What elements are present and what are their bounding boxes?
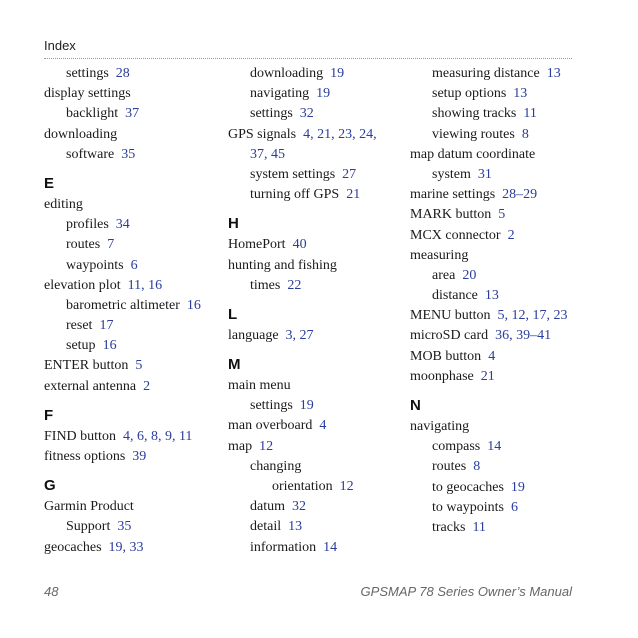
page-link[interactable]: , 9 [158,429,172,444]
page-references [118,106,139,121]
index-entry [228,256,403,276]
page-link[interactable]: 21 [346,187,361,203]
index-entry [44,276,219,296]
index-term: man overboard [228,418,313,434]
page-references [124,258,138,273]
index-subentry [228,64,403,84]
index-term: HomePort [228,237,286,253]
index-section-letter: N [410,397,421,414]
index-column-1 [44,64,219,558]
index-subentry [44,517,219,537]
index-entry [410,226,585,246]
index-subentry [228,84,403,104]
index-term: external antenna [44,378,137,394]
index-entry [44,427,219,447]
index-entry [410,145,585,165]
page-link[interactable]: 16 [186,297,201,313]
index-term: measuring distance [432,66,540,81]
index-term: map datum coordinate [410,146,536,162]
page-references [279,328,314,343]
index-term: elevation plot [44,277,121,293]
index-term: language [228,327,279,343]
index-subentry [44,336,219,356]
page-references [333,479,354,494]
page-references [309,86,330,101]
page-references [339,187,360,202]
page-references [495,187,537,202]
index-term: Garmin Product [44,499,134,515]
index-entry [410,306,585,326]
index-term: detail [250,519,282,535]
index-subentry [410,518,585,538]
page-link[interactable]: 5 [498,207,506,223]
page-link[interactable]: , 16 [141,278,162,293]
index-term: compass [432,439,481,455]
page-link[interactable]: 19 [316,86,331,102]
index-term: backlight [66,106,119,122]
page-references [96,338,117,353]
page-link[interactable]: 14 [323,539,338,555]
page-link[interactable]: 6 [510,499,518,515]
index-term: times [250,277,281,293]
index-entry [410,417,585,437]
index-term: reset [66,318,93,334]
page-references [465,520,485,535]
index-entry [410,347,585,367]
page-link[interactable]: , 27 [293,328,314,343]
page-references [116,429,192,444]
index-subentry [228,497,403,517]
page-references [516,106,536,121]
index-section-letter: E [44,174,55,192]
index-term: navigating [250,86,310,102]
page-link[interactable]: 5 [135,358,143,374]
index-subentry [410,125,585,145]
index-subentry [228,185,403,205]
index-term: to geocaches [432,479,504,495]
page-link[interactable]: 27 [342,166,357,182]
index-term: downloading [250,66,324,81]
page-link[interactable]: , 17 [526,308,547,323]
index-entry [228,416,403,436]
index-entry [228,235,403,255]
index-term: GPS signals [228,126,297,142]
page-references [501,228,515,243]
index-term: waypoints [66,257,124,273]
page-link[interactable]: , 39–41 [509,328,551,343]
page-link[interactable]: 28–29 [502,187,538,203]
index-term: moonphase [410,368,474,384]
page-link[interactable]: 3 [285,327,293,343]
index-subentry [410,84,585,104]
index-term: fitness options [44,449,126,464]
page-references [335,167,356,182]
index-term: settings [250,398,293,414]
index-term: showing tracks [432,106,517,122]
page-link[interactable]: , 21 [310,127,331,142]
index-term: MCX connector [410,227,501,243]
page-references [121,278,162,293]
index-subentry [228,477,403,497]
index-subentry [228,517,403,537]
index-entry [228,125,403,145]
page-references [180,298,201,313]
page-references [466,459,480,474]
page-link[interactable]: , 45 [264,147,285,162]
index-entry [44,356,219,376]
index-term: Support [66,519,111,535]
index-column-3 [410,64,585,538]
index-term: display settings [44,86,131,102]
page-link[interactable]: 13 [546,66,561,81]
index-entry [410,246,585,266]
index-term: marine settings [410,187,496,203]
index-section-letter: H [228,215,239,233]
page-link[interactable]: 11 [127,277,142,293]
page-references [323,66,344,81]
index-entry [44,125,219,145]
index-term: information [250,539,317,555]
index-section-letter: M [228,356,241,374]
page-link[interactable]: 36 [495,328,510,344]
page-link[interactable]: , 12 [505,308,526,323]
page-link[interactable]: 19 [330,66,345,81]
index-subentry [228,104,403,124]
index-subentry [410,104,585,124]
index-term: map [228,438,253,454]
index-subentry [410,457,585,477]
index-entry [228,376,403,396]
page-references [109,217,130,232]
index-term: editing [44,196,83,212]
page-link[interactable]: , 23 [547,308,568,323]
page-link[interactable]: 17 [99,318,114,334]
index-section-letter: F [44,406,54,424]
page-link[interactable]: 16 [102,338,117,354]
page-references [285,499,306,514]
page-link[interactable]: 19 [510,479,525,495]
page-link[interactable]: 31 [477,166,492,182]
index-entry [44,497,219,517]
index-term: settings [250,106,293,122]
page-references [281,519,302,534]
index-subentry [44,256,219,276]
page-references [540,66,561,81]
index-subentry [410,64,585,84]
page-link[interactable]: , 11 [172,429,192,444]
index-subentry [410,286,585,306]
index-subentry [44,64,219,84]
page-references [102,540,144,555]
index-term: to waypoints [432,499,504,515]
page-references [252,439,273,454]
page-references [250,147,285,162]
page-references [491,308,568,323]
index-subentry [44,104,219,124]
index-term: microSD card [410,328,489,344]
index-term: turning off GPS [250,187,340,203]
index-entry [410,205,585,225]
page-references [109,66,130,81]
page-link[interactable]: 4 [488,348,496,364]
index-term: MOB button [410,348,482,364]
index-term: routes [432,459,467,475]
index-term: MARK button [410,207,492,223]
page-references [128,358,142,373]
index-term: hunting and fishing [228,257,337,273]
index-term: setup [66,338,96,354]
page-references [506,86,527,101]
page-link[interactable]: 8 [521,126,529,142]
page-link[interactable]: 8 [473,459,481,475]
index-subentry [228,165,403,185]
page-references [478,288,499,303]
index-term: navigating [410,419,470,434]
page-references [312,418,326,433]
page-link[interactable]: 19 [108,539,123,555]
manual-title: GPSMAP 78 Series Owner’s Manual [360,584,572,599]
index-subentry [228,145,403,165]
page-link[interactable]: 4 [303,126,311,142]
page-link[interactable]: 19 [299,398,314,414]
index-subentry [44,296,219,316]
index-entry [410,326,585,346]
page-references [491,207,505,222]
index-entry [410,185,585,205]
index-term: MENU button [410,308,491,324]
page-link[interactable]: 20 [462,267,477,283]
index-term: system settings [250,166,336,182]
page-references [471,167,492,182]
index-term: main menu [228,378,291,394]
index-subentry [228,276,403,296]
index-term: area [432,267,456,283]
index-term: settings [66,66,109,81]
page-link[interactable]: 13 [484,288,499,304]
index-term: datum [250,499,285,515]
page-link[interactable]: 13 [288,519,303,535]
index-term: system [432,166,471,182]
page-references [455,268,476,283]
index-term: changing [250,458,302,474]
index-term: geocaches [44,539,102,555]
page-references [92,318,113,333]
page-number: 48 [44,584,59,599]
page-references [488,328,551,343]
index-section-letter: G [44,477,56,495]
index-entry [228,437,403,457]
index-subentry [410,165,585,185]
page-link[interactable]: 12 [339,479,354,494]
page-link[interactable]: 28 [115,66,130,81]
page-link[interactable]: 11 [523,106,537,122]
page-references [504,500,518,515]
page-references [110,519,131,534]
page-references [481,349,495,364]
index-term: ENTER button [44,358,129,374]
page-references [100,237,114,252]
index-term: distance [432,288,478,304]
page-link[interactable]: 4 [319,418,327,434]
index-term: viewing routes [432,126,515,142]
page-references [474,369,495,384]
index-subentry [410,437,585,457]
index-term: tracks [432,519,466,535]
index-entry [44,377,219,397]
index-subentry [228,457,403,477]
page-references [293,398,314,413]
page-link[interactable]: 35 [121,146,136,162]
index-subentry [44,235,219,255]
page-link[interactable]: 2 [143,378,151,394]
index-subentry [228,538,403,558]
page-link[interactable]: 7 [107,237,115,253]
index-term: FIND button [44,428,116,444]
index-entry [44,84,219,104]
page-link[interactable]: 12 [259,438,274,454]
page-references [293,106,314,121]
index-column-2 [228,64,403,558]
index-term: setup options [432,86,507,102]
page-references [125,449,146,464]
page-link[interactable]: 5 [497,308,505,324]
page-link[interactable]: , 23 [331,127,352,142]
page-link[interactable]: 37 [250,146,264,162]
page-references [504,480,525,495]
index-subentry [44,145,219,165]
page-link[interactable]: 40 [292,237,307,253]
page-references [114,147,135,162]
index-term: barometric altimeter [66,297,180,313]
page-link[interactable]: 37 [125,106,140,122]
index-subentry [44,316,219,336]
page-link[interactable]: 21 [480,368,495,384]
index-entry [44,447,219,467]
index-entry [44,195,219,215]
page-references [316,540,337,555]
index-entry [44,538,219,558]
index-term: software [66,146,115,162]
page-link[interactable]: , 24, [352,127,377,142]
page-link[interactable]: , 33 [123,540,144,555]
page-link[interactable]: 2 [507,227,515,243]
page-link[interactable]: , 8 [144,429,158,444]
page-link[interactable]: 22 [287,277,302,293]
index-section-letter: L [228,305,238,323]
index-subentry [410,498,585,518]
page-link[interactable]: 39 [132,449,147,464]
index-term: orientation [272,479,333,494]
page-link[interactable]: 32 [292,499,306,515]
page-references [136,379,150,394]
index-entry [228,326,403,346]
page-references [480,439,501,454]
page-link[interactable]: 14 [487,439,502,455]
page-references [286,237,307,252]
index-term: downloading [44,126,118,142]
page-link[interactable]: 35 [117,519,132,535]
index-subentry [228,396,403,416]
page-link[interactable]: 11 [472,519,486,535]
page-link[interactable]: 6 [130,257,138,273]
index-subentry [410,266,585,286]
index-term: profiles [66,217,109,233]
index-term: measuring [410,247,469,263]
page-link[interactable]: 32 [299,106,314,122]
page-references [280,278,301,293]
page-link[interactable]: 13 [513,86,528,102]
page-references [515,127,529,142]
page-link[interactable]: , 6 [130,429,144,444]
header-divider [44,58,572,59]
page-references [296,127,377,142]
page-link[interactable]: 4 [122,428,130,444]
index-entry [410,367,585,387]
page-link[interactable]: 34 [115,217,130,233]
index-subentry [410,478,585,498]
index-subentry [44,215,219,235]
page-header-title: Index [44,38,76,53]
index-term: routes [66,237,101,253]
